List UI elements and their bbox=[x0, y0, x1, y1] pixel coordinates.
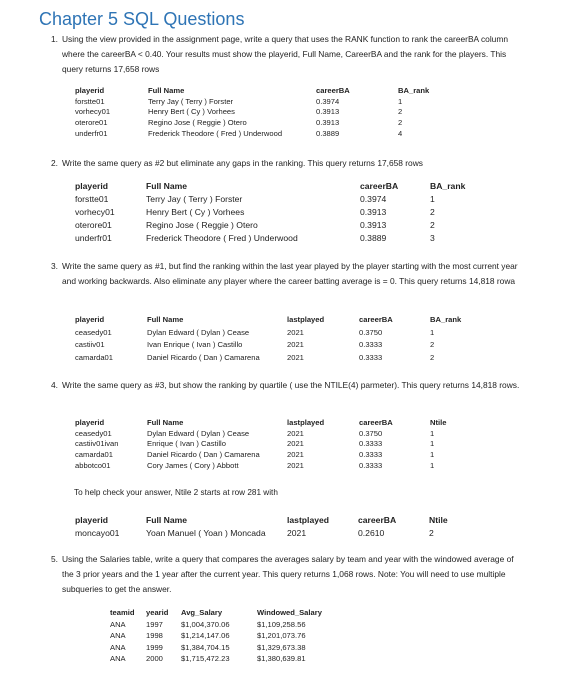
question-text: Write the same query as #3, but show the ranking by quartile ( use the NTILE(4) parmeter). This query returns 14,818 rows. bbox=[62, 380, 520, 390]
cell-careerba: 0.3333 bbox=[359, 340, 383, 350]
column-header: Ntile bbox=[430, 418, 447, 427]
cell-playerid: forstte01 bbox=[75, 194, 109, 204]
column-header: lastplayed bbox=[287, 418, 325, 427]
cell-playerid: underfr01 bbox=[75, 128, 108, 138]
cell-rank: 1 bbox=[430, 194, 435, 204]
column-header: careerBA bbox=[360, 181, 399, 191]
cell-lastplayed: 2021 bbox=[287, 353, 304, 363]
cell-playerid: castiiv01ivan bbox=[75, 439, 119, 449]
cell-teamid: ANA bbox=[110, 631, 126, 641]
column-header: teamid bbox=[110, 608, 135, 617]
cell-full-name: Cory James ( Cory ) Abbott bbox=[147, 460, 239, 470]
column-header: BA_rank bbox=[430, 181, 466, 191]
cell-playerid: oterore01 bbox=[75, 220, 112, 230]
cell-rank: 3 bbox=[430, 233, 435, 243]
cell-windowed-salary: $1,201,073.76 bbox=[257, 631, 306, 641]
column-header: careerBA bbox=[358, 515, 397, 525]
cell-playerid: ceasedy01 bbox=[75, 327, 112, 337]
cell-rank: 1 bbox=[430, 327, 435, 337]
cell-playerid: abbotco01 bbox=[75, 460, 111, 470]
cell-careerba: 0.3333 bbox=[359, 460, 383, 470]
cell-avg-salary: $1,715,472.23 bbox=[181, 654, 230, 664]
cell-full-name: Terry Jay ( Terry ) Forster bbox=[148, 96, 234, 106]
cell-yearid: 1999 bbox=[146, 642, 163, 652]
cell-careerba: 0.3333 bbox=[359, 439, 383, 449]
cell-playerid: vorhecy01 bbox=[75, 207, 115, 217]
cell-careerba: 0.3974 bbox=[360, 194, 387, 204]
column-header: playerid bbox=[75, 515, 108, 525]
cell-full-name: Ivan Enrique ( Ivan ) Castillo bbox=[147, 340, 243, 350]
cell-playerid: underfr01 bbox=[75, 233, 112, 243]
column-header: BA_rank bbox=[430, 315, 462, 324]
cell-careerba: 0.3913 bbox=[360, 220, 387, 230]
cell-playerid: moncayo01 bbox=[75, 528, 120, 538]
cell-yearid: 2000 bbox=[146, 654, 163, 664]
cell-careerba: 0.3974 bbox=[316, 96, 340, 106]
cell-careerba: 0.3913 bbox=[316, 107, 340, 117]
cell-yearid: 1998 bbox=[146, 631, 163, 641]
cell-playerid: castiiv01 bbox=[75, 340, 105, 350]
cell-full-name: Enrique ( Ivan ) Castillo bbox=[147, 439, 226, 449]
cell-lastplayed: 2021 bbox=[287, 327, 304, 337]
column-header: Full Name bbox=[148, 86, 185, 95]
column-header: Full Name bbox=[147, 418, 184, 427]
column-header: Ntile bbox=[429, 515, 448, 525]
cell-rank: 2 bbox=[430, 340, 435, 350]
column-header: BA_rank bbox=[398, 86, 430, 95]
cell-avg-salary: $1,384,704.15 bbox=[181, 642, 230, 652]
help-note: To help check your answer, Ntile 2 starts at row 281 with bbox=[74, 488, 278, 497]
column-header: careerBA bbox=[359, 315, 393, 324]
column-header: Avg_Salary bbox=[181, 608, 223, 617]
cell-full-name: Regino Jose ( Reggie ) Otero bbox=[148, 118, 247, 128]
cell-full-name: Henry Bert ( Cy ) Vorhees bbox=[148, 107, 235, 117]
cell-lastplayed: 2021 bbox=[287, 460, 304, 470]
cell-teamid: ANA bbox=[110, 654, 126, 664]
cell-playerid: camarda01 bbox=[75, 353, 113, 363]
cell-windowed-salary: $1,109,258.56 bbox=[257, 619, 306, 629]
cell-playerid: ceasedy01 bbox=[75, 428, 112, 438]
cell-careerba: 0.2610 bbox=[358, 528, 385, 538]
question-number: 1. bbox=[51, 34, 58, 44]
cell-lastplayed: 2021 bbox=[287, 450, 304, 460]
cell-full-name: Henry Bert ( Cy ) Vorhees bbox=[146, 207, 245, 217]
column-header: yearid bbox=[146, 608, 169, 617]
column-header: Full Name bbox=[147, 315, 184, 324]
question-2 bbox=[51, 156, 524, 171]
cell-ntile: 1 bbox=[430, 428, 435, 438]
cell-ntile: 2 bbox=[429, 528, 434, 538]
cell-full-name: Daniel Ricardo ( Dan ) Camarena bbox=[147, 450, 260, 460]
cell-careerba: 0.3913 bbox=[316, 118, 340, 128]
question-3 bbox=[51, 259, 524, 289]
page-title: Chapter 5 SQL Questions bbox=[39, 9, 245, 29]
cell-teamid: ANA bbox=[110, 642, 126, 652]
question-text: Write the same query as #1, but find the ranking within the last year played by the player starting with the most current year and working backwards. Also eliminate any player where the career batting average is = 0. This query returns 14,818 rowa bbox=[62, 261, 518, 286]
column-header: playerid bbox=[75, 315, 105, 324]
cell-teamid: ANA bbox=[110, 619, 126, 629]
cell-playerid: vorhecy01 bbox=[75, 107, 111, 117]
cell-careerba: 0.3750 bbox=[359, 428, 383, 438]
cell-rank: 2 bbox=[430, 353, 435, 363]
cell-windowed-salary: $1,380,639.81 bbox=[257, 654, 306, 664]
cell-rank: 2 bbox=[398, 107, 403, 117]
question-5 bbox=[51, 552, 524, 597]
cell-windowed-salary: $1,329,673.38 bbox=[257, 642, 306, 652]
question-text: Write the same query as #2 but eliminate any gaps in the ranking. This query returns 17,658 rows bbox=[62, 158, 423, 168]
column-header: playerid bbox=[75, 86, 105, 95]
question-number: 3. bbox=[51, 261, 58, 271]
column-header: playerid bbox=[75, 181, 108, 191]
cell-rank: 1 bbox=[398, 96, 403, 106]
cell-full-name: Terry Jay ( Terry ) Forster bbox=[146, 194, 243, 204]
cell-avg-salary: $1,214,147.06 bbox=[181, 631, 230, 641]
cell-playerid: forstte01 bbox=[75, 96, 105, 106]
cell-lastplayed: 2021 bbox=[287, 428, 304, 438]
cell-ntile: 1 bbox=[430, 450, 435, 460]
column-header: careerBA bbox=[316, 86, 350, 95]
cell-careerba: 0.3889 bbox=[316, 128, 340, 138]
question-number: 5. bbox=[51, 554, 58, 564]
cell-full-name: Regino Jose ( Reggie ) Otero bbox=[146, 220, 258, 230]
cell-playerid: camarda01 bbox=[75, 450, 113, 460]
column-header: Full Name bbox=[146, 181, 188, 191]
cell-lastplayed: 2021 bbox=[287, 439, 304, 449]
cell-full-name: Frederick Theodore ( Fred ) Underwood bbox=[146, 233, 298, 243]
cell-yearid: 1997 bbox=[146, 619, 163, 629]
cell-playerid: oterore01 bbox=[75, 118, 108, 128]
question-1 bbox=[51, 32, 524, 77]
cell-ntile: 1 bbox=[430, 460, 435, 470]
cell-careerba: 0.3333 bbox=[359, 450, 383, 460]
column-header: careerBA bbox=[359, 418, 393, 427]
question-text: Using the view provided in the assignment page, write a query that uses the RANK function to rank the careerBA column where the careerBA < 0.40. Your results must show the playerid, Full Name, CareerBA and the rank for the players. This query returns 17,658 rows bbox=[62, 34, 508, 74]
column-header: lastplayed bbox=[287, 315, 325, 324]
cell-rank: 2 bbox=[430, 220, 435, 230]
cell-careerba: 0.3750 bbox=[359, 327, 383, 337]
cell-ntile: 1 bbox=[430, 439, 435, 449]
cell-careerba: 0.3333 bbox=[359, 353, 383, 363]
column-header: Full Name bbox=[146, 515, 188, 525]
question-number: 2. bbox=[51, 158, 58, 168]
cell-full-name: Dylan Edward ( Dylan ) Cease bbox=[147, 327, 250, 337]
column-header: Windowed_Salary bbox=[257, 608, 322, 617]
cell-careerba: 0.3913 bbox=[360, 207, 387, 217]
cell-rank: 4 bbox=[398, 128, 403, 138]
cell-rank: 2 bbox=[430, 207, 435, 217]
question-text: Using the Salaries table, write a query that compares the averages salary by team and year with the windowed average of the 3 prior years and the 1 year after the current year. This query returns 1,068 rows. Note: You will need to use multiple subqueries to get the answer. bbox=[62, 554, 514, 594]
cell-lastplayed: 2021 bbox=[287, 528, 307, 538]
column-header: lastplayed bbox=[287, 515, 330, 525]
column-header: playerid bbox=[75, 418, 105, 427]
cell-lastplayed: 2021 bbox=[287, 340, 304, 350]
question-number: 4. bbox=[51, 380, 58, 390]
cell-full-name: Dylan Edward ( Dylan ) Cease bbox=[147, 428, 250, 438]
cell-rank: 2 bbox=[398, 118, 403, 128]
cell-full-name: Yoan Manuel ( Yoan ) Moncada bbox=[146, 528, 266, 538]
cell-full-name: Daniel Ricardo ( Dan ) Camarena bbox=[147, 353, 260, 363]
cell-full-name: Frederick Theodore ( Fred ) Underwood bbox=[148, 128, 283, 138]
question-4 bbox=[51, 378, 524, 393]
cell-careerba: 0.3889 bbox=[360, 233, 387, 243]
cell-avg-salary: $1,004,370.06 bbox=[181, 619, 230, 629]
